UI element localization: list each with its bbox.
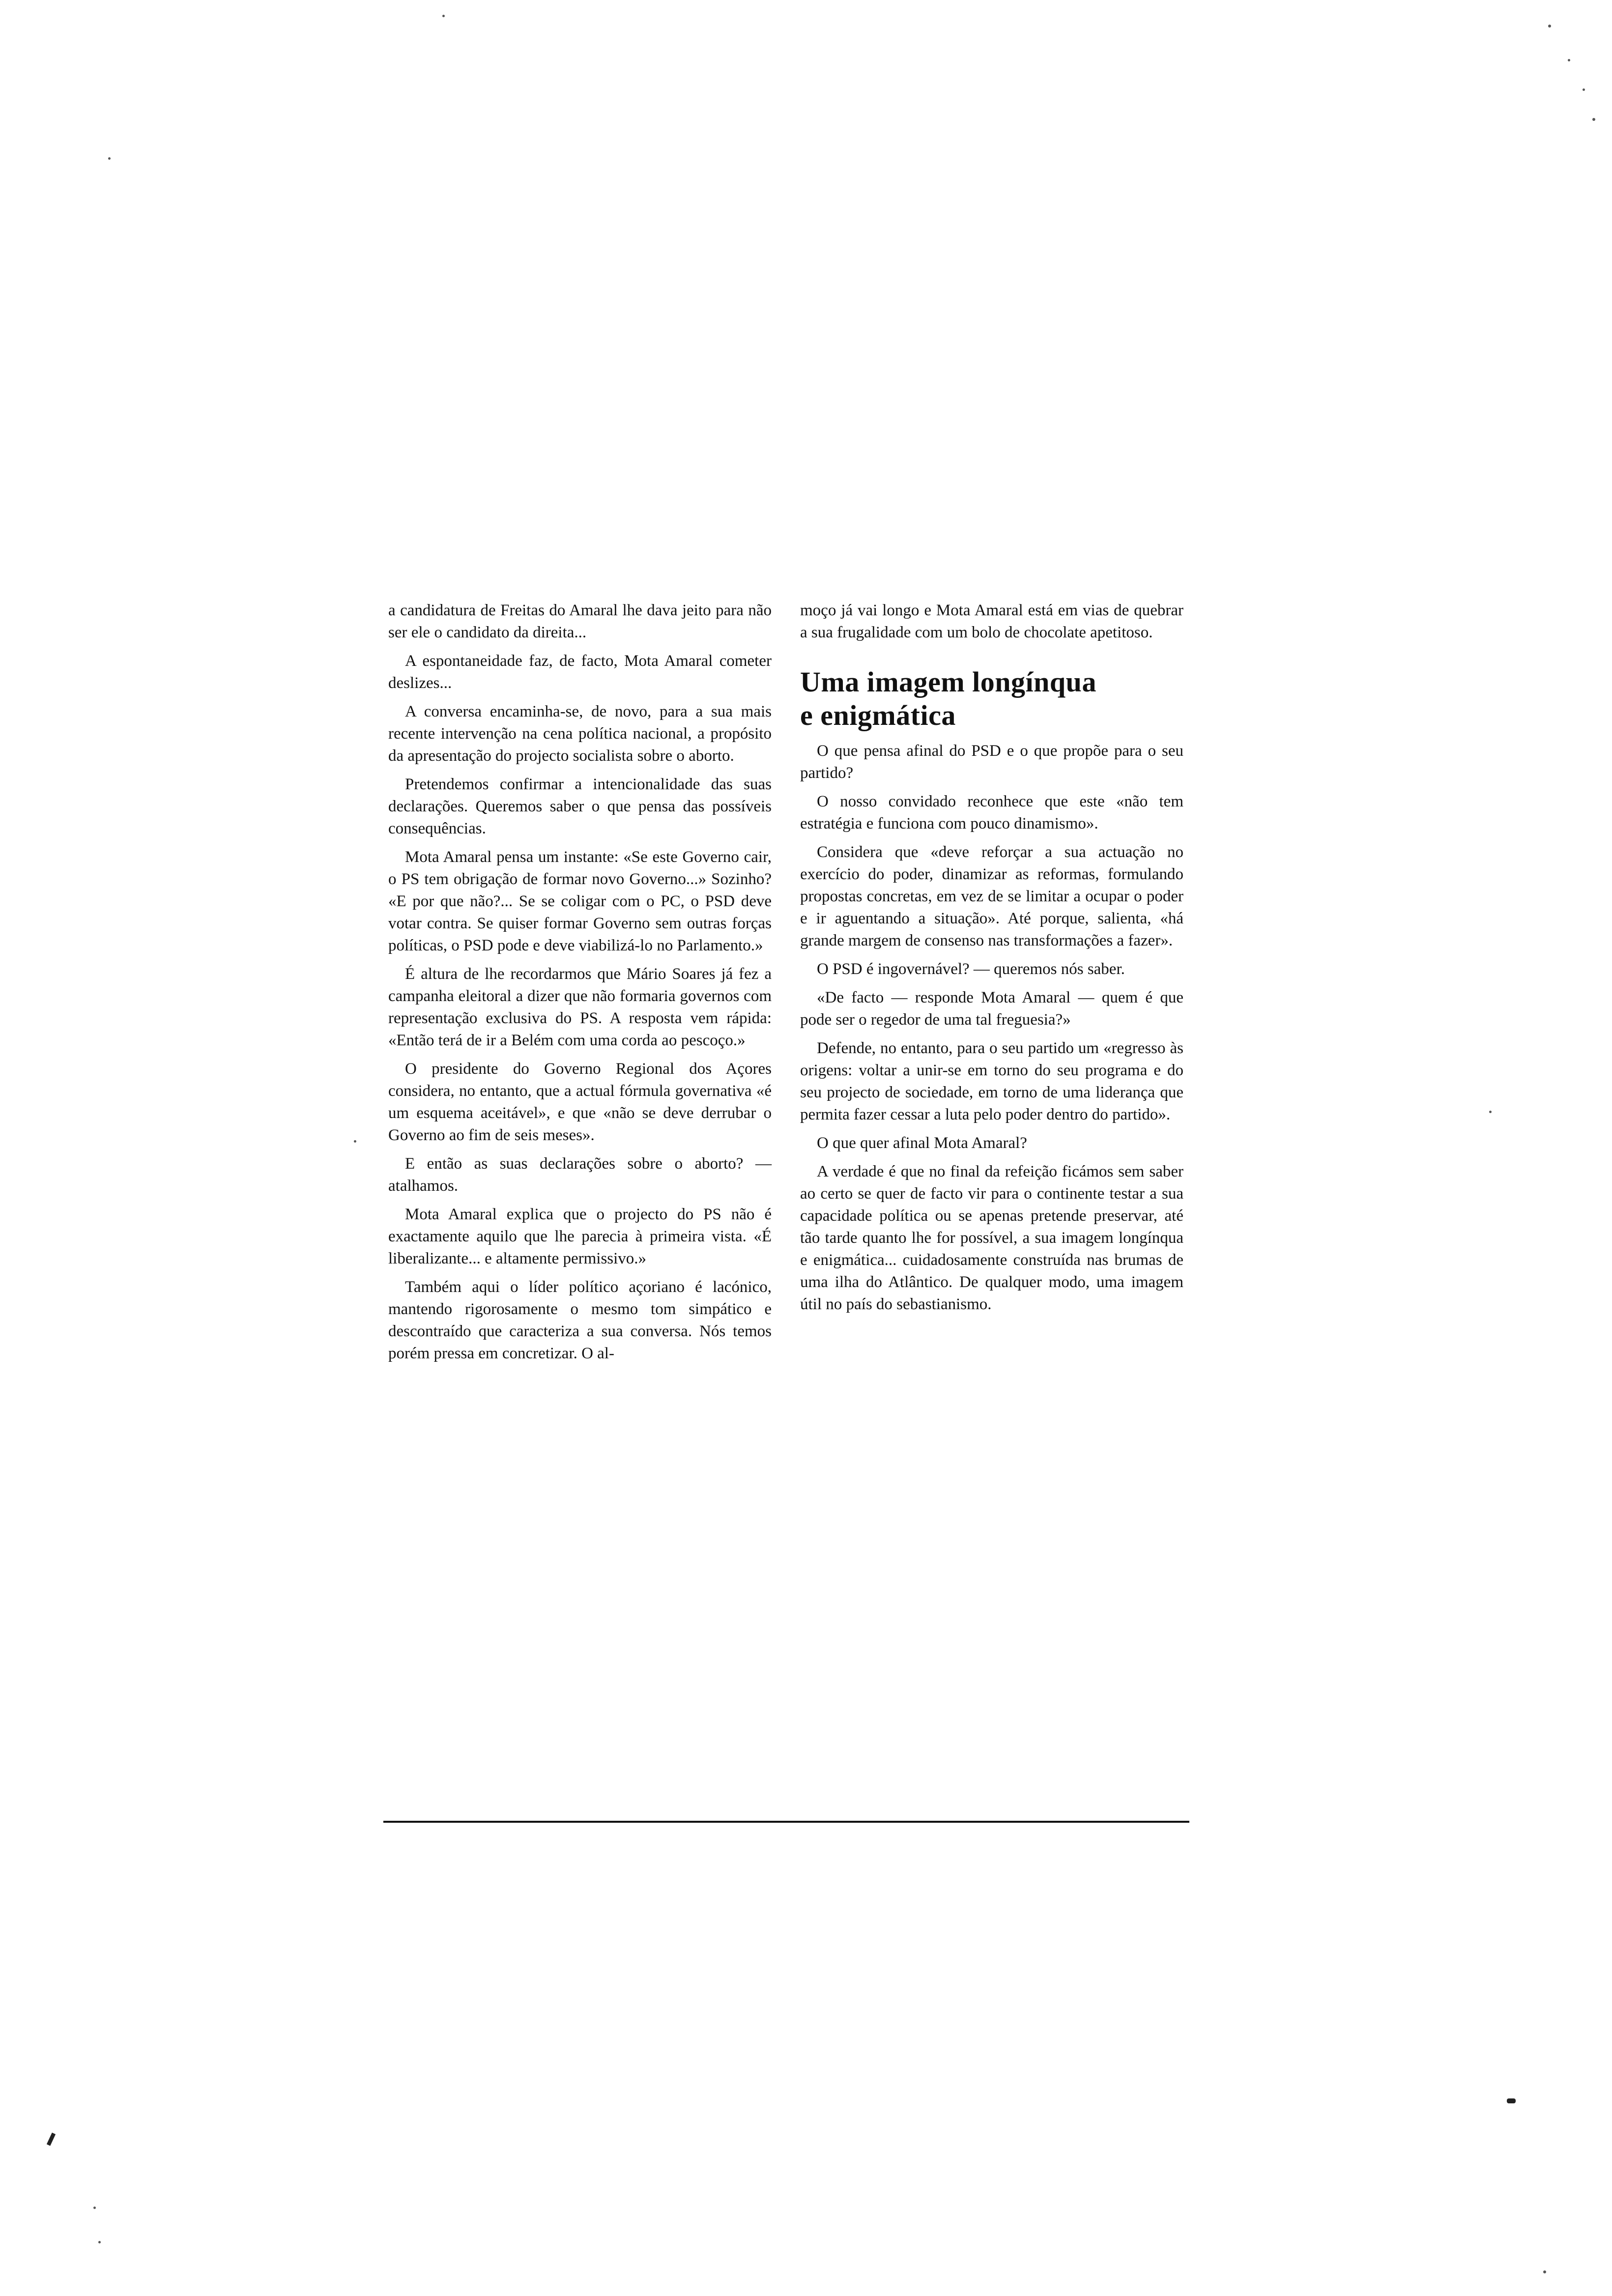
scan-speck (354, 1140, 356, 1143)
newspaper-clipping (388, 600, 1189, 1828)
scan-speck (442, 15, 445, 17)
paragraph: A verdade é que no final da refeição ficámos sem saber ao certo se quer de facto vir para o continente testar a sua capacidade política ou se apenas pretende preservar, até tão tarde quanto lhe for possível, a sua imagem longínqua e enigmática... cuidadosamente construída nas brumas de uma ilha do Atlântico. De qualquer modo, uma imagem útil no país do sebastianismo. (800, 1163, 1183, 1313)
subheading-line: e enigmática (800, 699, 956, 731)
scan-mark (47, 2133, 56, 2146)
scan-mark (1507, 2098, 1516, 2103)
paragraph: Pretendemos confirmar a intencionalidade das suas declarações. Queremos saber o que pensa das possíveis consequências. (388, 775, 772, 837)
paragraph: O que quer afinal Mota Amaral? (817, 1134, 1027, 1152)
paragraph: O nosso convidado reconhece que este «não tem estratégia e funciona com pouco dinamismo». (800, 793, 1183, 832)
paragraph: Mota Amaral pensa um instante: «Se este Governo cair, o PS tem obrigação de formar novo Governo...» Sozinho? «E por que não?... Se se coligar com o PC, o PSD deve votar contra. Se quiser formar Governo sem outras forças políticas, o PSD pode e deve viabilizá-lo no Parlamento.» (388, 848, 772, 954)
bottom-rule (383, 1821, 1189, 1823)
paragraph: A espontaneidade faz, de facto, Mota Amaral cometer deslizes... (388, 652, 772, 692)
paragraph: A conversa encaminha-se, de novo, para a sua mais recente intervenção na cena política nacional, a propósito da apresentação do projecto socialista sobre o aborto. (388, 703, 772, 765)
scan-speck (1568, 59, 1570, 61)
paragraph: O presidente do Governo Regional dos Açores considera, no entanto, que a actual fórmula governativa «é um esquema aceitável», e que «não se deve derrubar o Governo ao fim de seis meses». (388, 1060, 772, 1144)
paragraph: O que pensa afinal do PSD e o que propõe para o seu partido? (800, 742, 1183, 782)
scan-speck (98, 2241, 101, 2243)
scan-speck (1583, 88, 1585, 91)
article-left-column (388, 600, 772, 1371)
paragraph: O PSD é ingovernável? — queremos nós saber. (817, 960, 1125, 978)
subheading (800, 665, 1183, 732)
paragraph: «De facto — responde Mota Amaral — quem é que pode ser o regedor de uma tal freguesia?» (800, 989, 1183, 1029)
paragraph: Defende, no entanto, para o seu partido um «regresso às origens: voltar a unir-se em torno do seu programa e do seu projecto de sociedade, em torno de uma liderança que permita fazer cessar a luta pelo poder dentro do partido». (800, 1039, 1183, 1123)
paragraph: Considera que «deve reforçar a sua actuação no exercício do poder, dinamizar as reformas, formulando propostas concretas, em vez de se limitar a ocupar o poder e ir aguentando a situação». Até porque, salienta, «há grande margem de consenso nas transformações a fazer». (800, 843, 1183, 949)
subheading-line: Uma imagem longínqua (800, 666, 1096, 698)
paragraph: E então as suas declarações sobre o aborto? — atalhamos. (388, 1155, 772, 1195)
paragraph: Também aqui o líder político açoriano é lacónico, mantendo rigorosamente o mesmo tom simpático e descontraído que caracteriza a sua conversa. Nós temos porém pressa em concretizar. O al- (388, 1278, 772, 1362)
scan-speck (108, 157, 111, 160)
scan-speck (1592, 118, 1595, 121)
scan-speck (1548, 25, 1551, 28)
paragraph: Mota Amaral explica que o projecto do PS não é exactamente aquilo que lhe parecia à primeira vista. «É liberalizante... e altamente permissivo.» (388, 1205, 772, 1267)
article-right-column (800, 600, 1183, 1322)
scan-speck (1543, 2270, 1546, 2273)
paragraph: moço já vai longo e Mota Amaral está em vias de quebrar a sua frugalidade com um bolo de chocolate apetitoso. (800, 602, 1183, 641)
scan-speck (1489, 1111, 1492, 1113)
paragraph: a candidatura de Freitas do Amaral lhe dava jeito para não ser ele o candidato da direita... (388, 602, 772, 641)
scan-speck (93, 2207, 96, 2209)
paragraph: É altura de lhe recordarmos que Mário Soares já fez a campanha eleitoral a dizer que não formaria governos com representação exclusiva do PS. A resposta vem rápida: «Então terá de ir a Belém com uma corda ao pescoço.» (388, 965, 772, 1049)
